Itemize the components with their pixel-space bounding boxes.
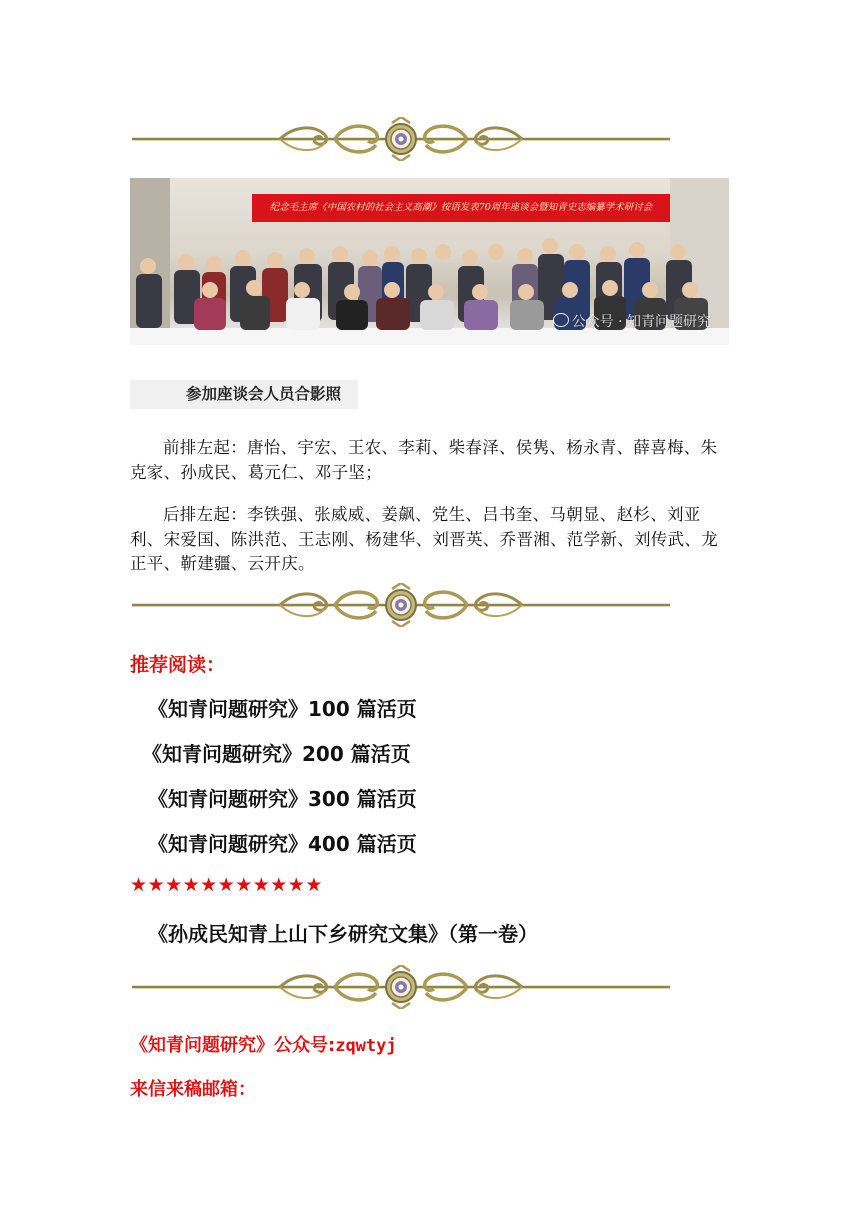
front-row-names: 前排左起：唐怡、宇宏、王农、李莉、柴春泽、侯隽、杨永青、薛喜梅、朱克家、孙成民、葛元仁、邓子坚； bbox=[130, 438, 718, 482]
photo-caption: 参加座谈会人员合影照 bbox=[130, 380, 358, 409]
ornamental-divider bbox=[130, 965, 672, 1009]
ornamental-divider bbox=[130, 117, 672, 161]
recommend-item[interactable]: 《知青问题研究》200 篇活页 bbox=[142, 742, 411, 766]
email-label: 来信来稿邮箱： bbox=[130, 1079, 256, 1100]
account-line: 《知青问题研究》公众号:zqwtyj bbox=[130, 1035, 397, 1056]
star-separator: ★★★★★★★★★★★ bbox=[130, 874, 323, 896]
recommend-heading: 推荐阅读： bbox=[130, 654, 226, 676]
collection-link[interactable]: 《孙成民知青上山下乡研究文集》（第一卷） bbox=[148, 922, 538, 946]
photo-banner: 纪念毛主席《中国农村的社会主义高潮》按语发表70周年座谈会暨知青史志编纂学术研讨会 bbox=[252, 194, 670, 222]
account-id: zqwtyj bbox=[335, 1036, 397, 1056]
recommend-item[interactable]: 《知青问题研究》100 篇活页 bbox=[148, 697, 417, 721]
recommend-item[interactable]: 《知青问题研究》300 篇活页 bbox=[148, 787, 417, 811]
group-photo bbox=[130, 178, 729, 345]
ornamental-divider bbox=[130, 583, 672, 627]
back-row-names: 后排左起：李铁强、张威威、姜飙、党生、吕书奎、马朝显、赵杉、刘亚利、宋爱国、陈洪范、王志刚、杨建华、刘晋英、乔晋湘、范学新、刘传武、龙正平、靳建疆、云开庆。 bbox=[130, 505, 718, 573]
photo-watermark: 公众号 · 知青问题研究 bbox=[553, 311, 711, 331]
recommend-item[interactable]: 《知青问题研究》400 篇活页 bbox=[148, 832, 417, 856]
wechat-icon bbox=[553, 313, 569, 327]
